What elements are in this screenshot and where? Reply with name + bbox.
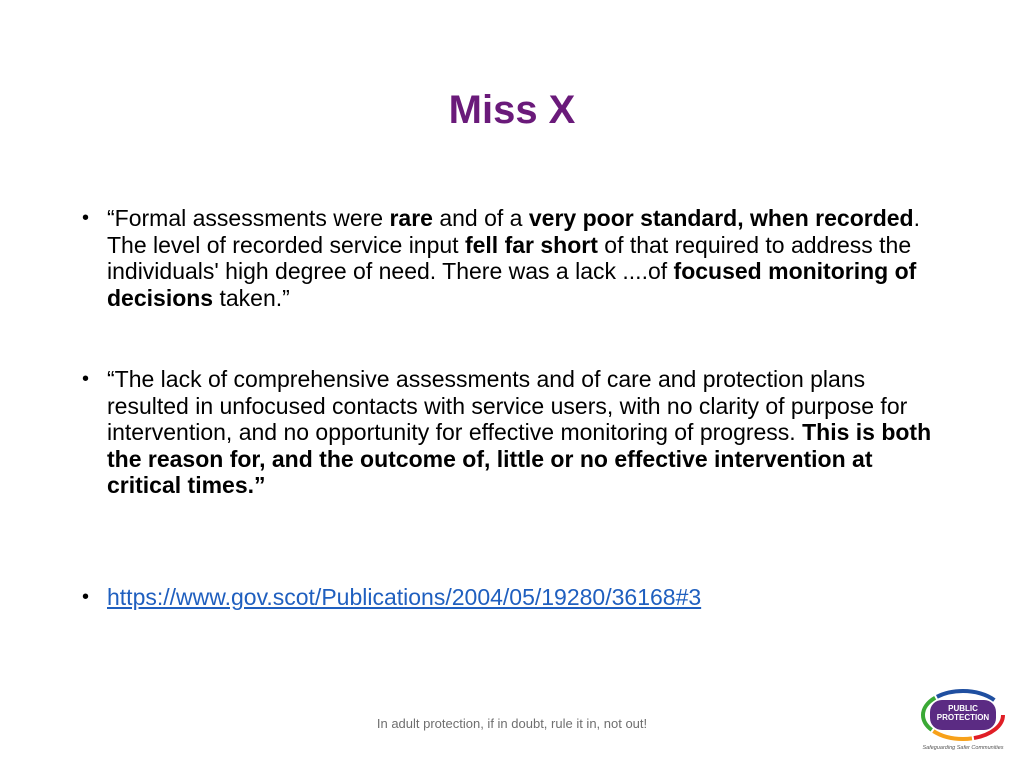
- bullet-text: “The lack of comprehensive assessments and of care and protection plans resulted in unfocused contacts with service users, with no clarity of purpose for intervention, and no opportunity for effective monitoring of progress. This is both the reason for, and the outcome of, little or no effective intervention at critical times.”: [107, 366, 932, 498]
- bullet-item: [78, 205, 950, 311]
- emphasis: This is both the reason for, and the outcome of, little or no effective intervention at critical times.”: [107, 419, 932, 498]
- slide-title: Miss X: [448, 88, 576, 132]
- bullet-item: [78, 366, 950, 499]
- footer-text: In adult protection, if in doubt, rule it in, not out!: [376, 716, 648, 731]
- source-link[interactable]: https://www.gov.scot/Publications/2004/05/19280/36168#3: [107, 583, 702, 610]
- bullet-dot-icon: •: [82, 207, 90, 229]
- bullet-item: [78, 584, 950, 611]
- bullet-dot-icon: •: [82, 368, 90, 390]
- bullet-list: [78, 205, 950, 610]
- emphasis: fell far short: [464, 231, 598, 258]
- public-protection-logo: [918, 688, 1006, 754]
- emphasis: very poor standard, when recorded: [528, 205, 914, 231]
- bullet-dot-icon: •: [82, 585, 90, 608]
- logo-line2: PROTECTION: [936, 713, 990, 722]
- bullet-text: “Formal assessments were rare and of a very poor standard, when recorded. The level of recorded service input fell far short of that required to address the individuals' high degree of need. There was a lack ....of focused monitoring of decisions taken.”: [107, 205, 920, 311]
- logo-line1: PUBLIC: [948, 704, 978, 713]
- emphasis: focused monitoring of decisions: [107, 258, 917, 311]
- emphasis: rare: [389, 205, 433, 231]
- logo-tagline: Safeguarding Safer Communities: [922, 745, 1004, 751]
